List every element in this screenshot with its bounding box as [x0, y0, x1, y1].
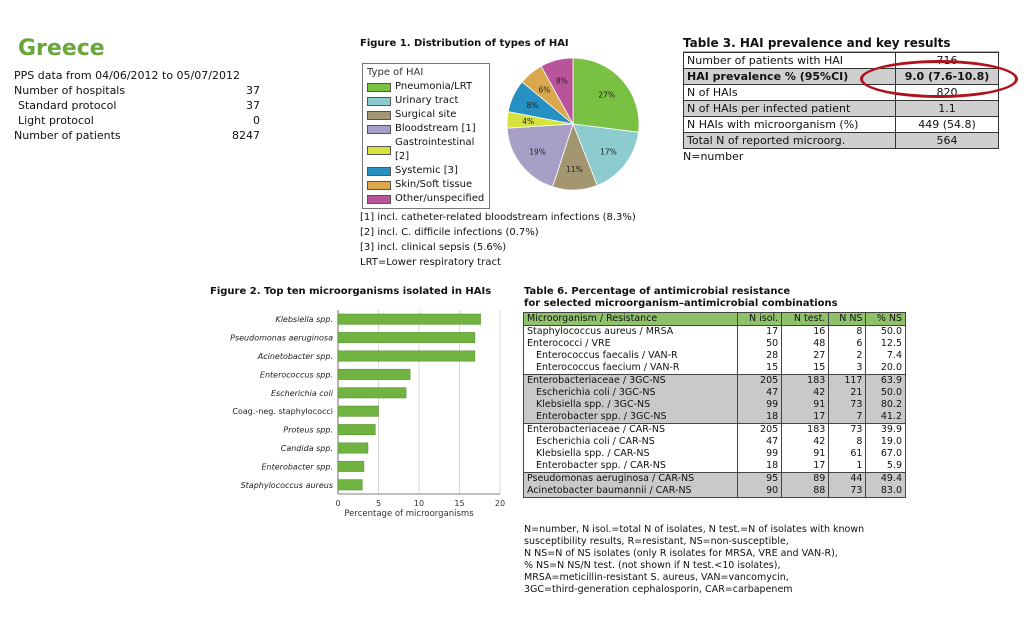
table3-value: 449 (54.8): [896, 117, 999, 133]
table3-label: Total N of reported microorg.: [684, 133, 896, 149]
table6-cell: Enterococci / VRE: [524, 338, 738, 350]
table6-cell: 83.0: [866, 485, 906, 498]
table3-label: N of HAIs per infected patient: [684, 101, 896, 117]
table6-cell: 20.0: [866, 362, 906, 375]
table6-cell: 205: [737, 375, 781, 388]
table6-cell: 89: [782, 473, 829, 486]
table6-cell: 73: [829, 399, 866, 411]
x-tick-label: 20: [494, 499, 506, 508]
table6-cell: 19.0: [866, 436, 906, 448]
table6-cell: 47: [737, 387, 781, 399]
legend-label: Skin/Soft tissue: [395, 179, 473, 190]
table6-cell: 73: [829, 424, 866, 437]
bar: [338, 424, 375, 434]
table6-header: N NS: [829, 313, 866, 326]
table6-cell: 73: [829, 485, 866, 498]
table6-cell: 50.0: [866, 387, 906, 399]
pie-label: 6%: [538, 85, 551, 95]
bar: [338, 388, 406, 398]
pps-value: 0: [253, 114, 260, 127]
category-label: Staphylococcus aureus: [240, 480, 333, 490]
table3-note: N=number: [683, 150, 744, 163]
table6-cell: 21: [829, 387, 866, 399]
table6-cell: 8: [829, 436, 866, 448]
table6-cell: 49.4: [866, 473, 906, 486]
table3-row: [684, 117, 999, 133]
table6-cell: 8: [829, 326, 866, 339]
table6-header: N test.: [782, 313, 829, 326]
category-label: Coag.-neg. staphylococci: [232, 407, 333, 417]
legend-item: [367, 136, 485, 164]
note-line: susceptibility results, R=resistant, NS=non-susceptible,: [524, 536, 789, 547]
table6-group: [524, 326, 906, 375]
table6-cell: 42: [782, 436, 829, 448]
note-line: [3] incl. clinical sepsis (5.6%): [360, 242, 507, 253]
bar: [338, 443, 368, 453]
figure2-bar-chart: [200, 300, 520, 519]
table6-cell: 27: [782, 350, 829, 362]
category-label: Pseudomonas aeruginosa: [230, 333, 333, 343]
table6-row: [524, 448, 906, 460]
country-title: Greece: [18, 36, 105, 61]
legend-item: [367, 164, 485, 178]
table6-cell: 6: [829, 338, 866, 350]
table6-cell: 183: [782, 424, 829, 437]
x-tick-label: 15: [454, 499, 465, 508]
table6-title-line: for selected microorganism–antimicrobial combinations: [524, 298, 838, 309]
table6-cell: 50: [737, 338, 781, 350]
pps-label: Number of hospitals: [14, 84, 126, 97]
table6-cell: Acinetobacter baumannii / CAR-NS: [524, 485, 738, 498]
table6-cell: Enterococcus faecium / VAN-R: [524, 362, 738, 375]
table6-group: [524, 424, 906, 473]
table6-cell: 44: [829, 473, 866, 486]
table6-row: [524, 387, 906, 399]
table6-cell: 2: [829, 350, 866, 362]
table6-cell: 12.5: [866, 338, 906, 350]
legend-item: [367, 192, 485, 206]
note-line: N NS=N of NS isolates (only R isolates for MRSA, VRE and VAN-R),: [524, 548, 838, 559]
bar: [338, 461, 364, 471]
table6-cell: Klebsiella spp. / CAR-NS: [524, 448, 738, 460]
table6-cell: 17: [782, 460, 829, 473]
pps-row: [14, 98, 260, 113]
table6-cell: Klebsiella spp. / 3GC-NS: [524, 399, 738, 411]
table6-cell: 90: [737, 485, 781, 498]
table6-row: [524, 362, 906, 375]
legend-item: [367, 80, 485, 94]
table6-cell: 117: [829, 375, 866, 388]
legend-item: [367, 178, 485, 192]
table6-cell: 99: [737, 399, 781, 411]
table6-cell: 18: [737, 411, 781, 424]
legend-swatch: [367, 167, 391, 176]
table6-cell: 17: [737, 326, 781, 339]
table6-cell: Enterococcus faecalis / VAN-R: [524, 350, 738, 362]
pps-row: [14, 128, 260, 143]
bar: [338, 369, 410, 379]
bar: [338, 480, 362, 490]
figure1-title: Figure 1. Distribution of types of HAI: [360, 38, 569, 49]
table3-label: HAI prevalence % (95%CI): [684, 69, 896, 85]
table6-cell: 3: [829, 362, 866, 375]
table6-cell: 16: [782, 326, 829, 339]
note-line: % NS=N NS/N test. (not shown if N test.<10 isolates),: [524, 560, 781, 571]
pps-row: [14, 113, 260, 128]
legend-swatch: [367, 97, 391, 106]
table6-cell: Enterobacteriaceae / 3GC-NS: [524, 375, 738, 388]
legend-swatch: [367, 125, 391, 134]
pps-value: 8247: [232, 129, 260, 142]
table6-cell: 18: [737, 460, 781, 473]
x-axis-label: Percentage of microorganisms: [344, 509, 474, 519]
table6-cell: 183: [782, 375, 829, 388]
legend-label: Pneumonia/LRT: [395, 81, 473, 92]
figure1-notes: [360, 210, 636, 270]
pps-row: [14, 83, 260, 98]
table6-group: [524, 375, 906, 424]
table6-cell: Enterobacter spp. / 3GC-NS: [524, 411, 738, 424]
table6-row: [524, 485, 906, 498]
table6-cell: 41.2: [866, 411, 906, 424]
table6-cell: 7: [829, 411, 866, 424]
table3-label: Number of patients with HAI: [684, 53, 896, 69]
pie-label: 4%: [522, 117, 535, 127]
note-line: [1] incl. catheter-related bloodstream infections (8.3%): [360, 212, 636, 223]
table6-cell: Staphylococcus aureus / MRSA: [524, 326, 738, 339]
pie-label: 19%: [529, 147, 546, 157]
table6-row: [524, 473, 906, 486]
legend-swatch: [367, 181, 391, 190]
figure2-title: Figure 2. Top ten microorganisms isolated in HAIs: [210, 286, 492, 297]
category-label: Enterococcus spp.: [259, 370, 333, 380]
table6-cell: 47: [737, 436, 781, 448]
legend-item: [367, 108, 485, 122]
table6-header: Microorganism / Resistance: [524, 313, 738, 326]
table6-title: [524, 286, 854, 310]
legend-swatch: [367, 83, 391, 92]
legend-item: [367, 94, 485, 108]
pps-dates: PPS data from 04/06/2012 to 05/07/2012: [14, 69, 240, 82]
table6-cell: Enterobacter spp. / CAR-NS: [524, 460, 738, 473]
table6-cell: 205: [737, 424, 781, 437]
table3-value: 1.1: [896, 101, 999, 117]
table3-value: 820: [896, 85, 999, 101]
legend-header: Type of HAI: [367, 67, 424, 78]
table6-cell: Escherichia coli / 3GC-NS: [524, 387, 738, 399]
legend-label: Surgical site: [395, 109, 457, 120]
table6-row: [524, 399, 906, 411]
note-line: 3GC=third-generation cephalosporin, CAR=carbapenem: [524, 584, 793, 595]
table3-value: 9.0 (7.6-10.8): [896, 69, 999, 85]
table6-title-line: Table 6. Percentage of antimicrobial resistance: [524, 286, 791, 297]
category-label: Escherichia coli: [271, 388, 333, 398]
legend-label: Urinary tract: [395, 95, 459, 106]
table6-cell: 88: [782, 485, 829, 498]
pie-label: 17%: [600, 147, 617, 157]
pps-label: Number of patients: [14, 129, 121, 142]
pps-summary: [14, 68, 260, 143]
table6-row: [524, 375, 906, 388]
legend-item: [367, 122, 485, 136]
note-line: [2] incl. C. difficile infections (0.7%): [360, 227, 539, 238]
table3-value: 564: [896, 133, 999, 149]
table6-header: N isol.: [737, 313, 781, 326]
table6-cell: Enterobacteriaceae / CAR-NS: [524, 424, 738, 437]
table3: [683, 36, 999, 163]
table3-label: N of HAIs: [684, 85, 896, 101]
bar: [338, 406, 379, 416]
table6-row: [524, 338, 906, 350]
x-tick-label: 10: [413, 499, 425, 508]
table6-cell: 5.9: [866, 460, 906, 473]
table6-grid: [523, 312, 906, 498]
pps-value: 37: [246, 84, 260, 97]
note-line: N=number, N isol.=total N of isolates, N test.=N of isolates with known: [524, 524, 865, 535]
legend-label: Bloodstream [1]: [395, 123, 476, 134]
note-line: MRSA=meticillin-resistant S. aureus, VAN=vancomycin,: [524, 572, 789, 583]
table6-row: [524, 424, 906, 437]
table6-group: [524, 473, 906, 498]
table6-row: [524, 411, 906, 424]
table6-cell: 28: [737, 350, 781, 362]
pps-label: Standard protocol: [18, 99, 117, 112]
table6-cell: 42: [782, 387, 829, 399]
table6-cell: 91: [782, 448, 829, 460]
category-label: Klebsiella spp.: [275, 315, 333, 325]
table6-notes: [524, 524, 904, 596]
category-label: Enterobacter spp.: [261, 462, 333, 472]
table6-cell: 15: [737, 362, 781, 375]
category-label: Candida spp.: [280, 444, 333, 453]
table3-label: N HAIs with microorganism (%): [684, 117, 896, 133]
note-line: LRT=Lower respiratory tract: [360, 257, 501, 268]
pps-label: Light protocol: [18, 114, 94, 127]
table3-row: [684, 101, 999, 117]
legend-swatch: [367, 195, 391, 204]
legend-swatch: [367, 111, 391, 120]
table3-row: [684, 133, 999, 149]
table6-cell: 15: [782, 362, 829, 375]
table6-row: [524, 460, 906, 473]
table6-cell: 61: [829, 448, 866, 460]
table3-value: 716: [896, 53, 999, 69]
table6-cell: 95: [737, 473, 781, 486]
legend-swatch: [367, 146, 391, 155]
figure1-legend: [362, 63, 490, 209]
x-tick-label: 0: [335, 499, 341, 508]
x-tick-label: 5: [375, 499, 382, 508]
table6-row: [524, 326, 906, 339]
table6-cell: 48: [782, 338, 829, 350]
table6-header: % NS: [866, 313, 906, 326]
table6: [523, 312, 906, 498]
category-label: Proteus spp.: [283, 425, 333, 435]
table6-row: [524, 350, 906, 362]
highlight-ellipse: [860, 60, 1018, 98]
figure1-pie-chart: [498, 54, 648, 194]
pps-value: 37: [246, 99, 260, 112]
pie-label: 8%: [526, 100, 539, 110]
table6-cell: 91: [782, 399, 829, 411]
table6-cell: 67.0: [866, 448, 906, 460]
table6-cell: 99: [737, 448, 781, 460]
table6-cell: Pseudomonas aeruginosa / CAR-NS: [524, 473, 738, 486]
table6-cell: Escherichia coli / CAR-NS: [524, 436, 738, 448]
table6-cell: 17: [782, 411, 829, 424]
table6-cell: 7.4: [866, 350, 906, 362]
pie-label: 11%: [566, 164, 583, 174]
table6-cell: 80.2: [866, 399, 906, 411]
legend-label: Systemic [3]: [395, 165, 458, 176]
legend-label: Other/unspecified: [395, 193, 485, 204]
table6-cell: 39.9: [866, 424, 906, 437]
category-label: Acinetobacter spp.: [257, 352, 333, 361]
bar: [338, 332, 475, 342]
table3-title: Table 3. HAI prevalence and key results: [683, 36, 999, 52]
legend-label: Gastrointestinal [2]: [395, 137, 475, 162]
table6-cell: 50.0: [866, 326, 906, 339]
pie-label: 8%: [555, 76, 568, 86]
bar: [338, 314, 481, 324]
table6-cell: 1: [829, 460, 866, 473]
bar: [338, 351, 475, 361]
table6-cell: 63.9: [866, 375, 906, 388]
table6-row: [524, 436, 906, 448]
pie-label: 27%: [598, 90, 616, 100]
